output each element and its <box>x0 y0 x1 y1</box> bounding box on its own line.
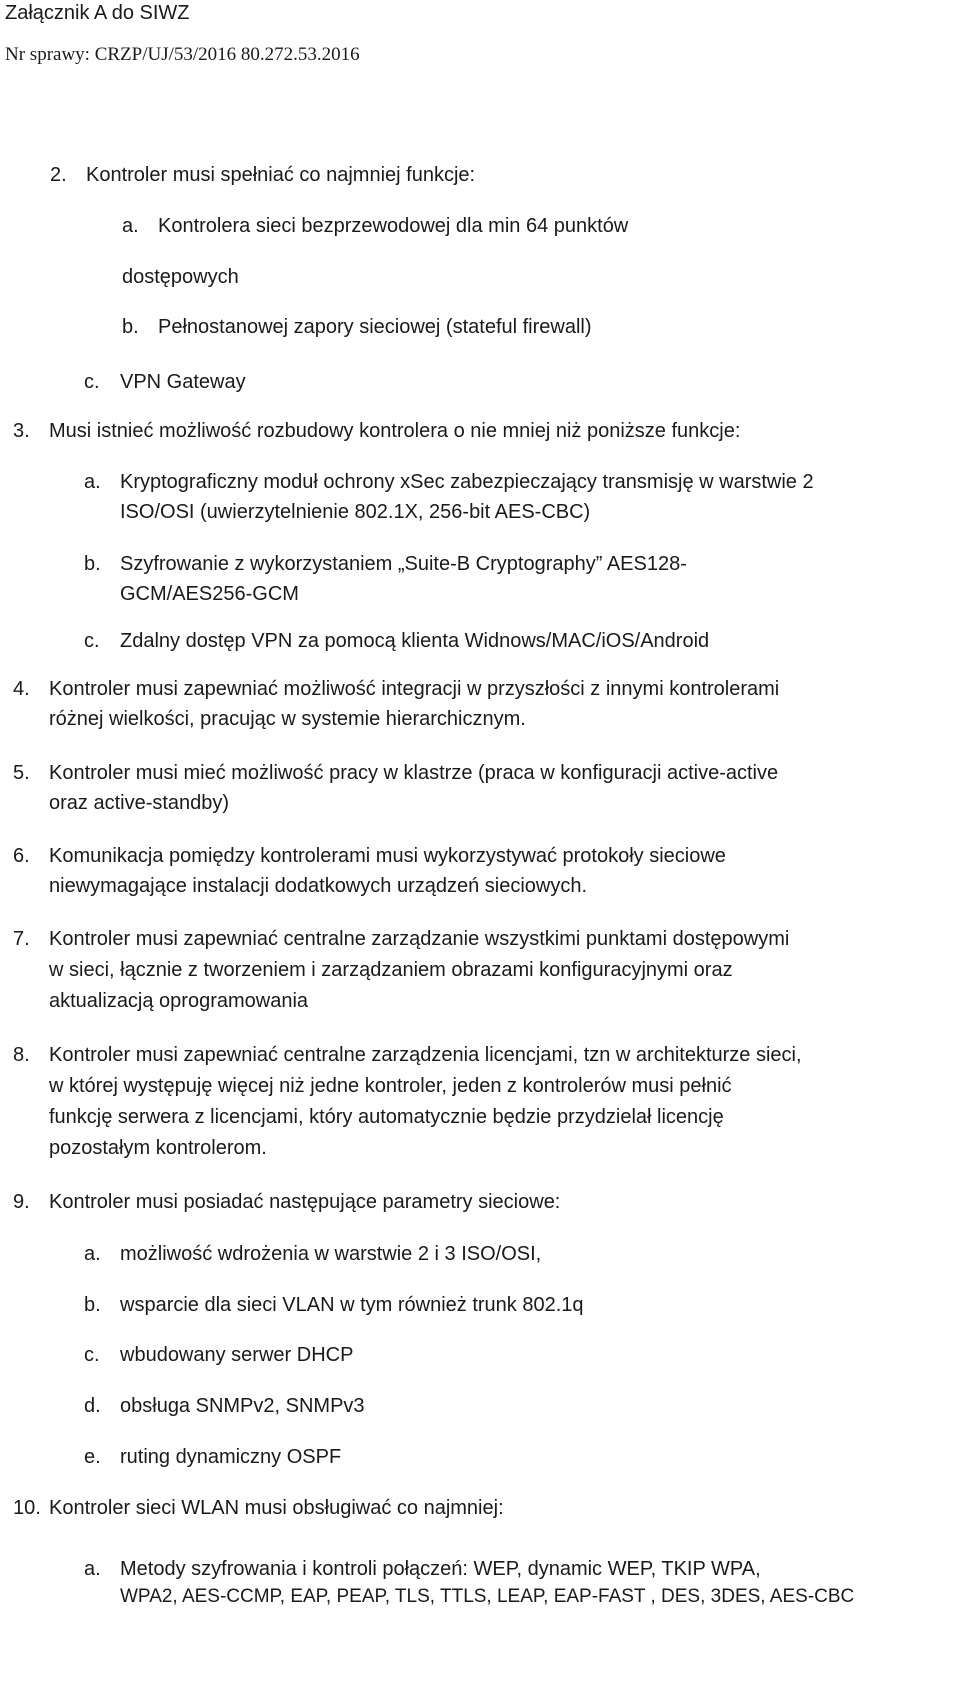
list-item-2a <box>122 213 629 239</box>
case-number: Nr sprawy: CRZP/UJ/53/2016 80.272.53.2016 <box>5 44 360 65</box>
list-item-7-continuation: aktualizacją oprogramowania <box>49 990 309 1012</box>
list-item-2b <box>122 314 592 340</box>
list-item-2c <box>84 369 246 395</box>
list-item-6-continuation: niewymagające instalacji dodatkowych urządzeń sieciowych. <box>49 875 588 897</box>
item-letter: b. <box>84 1294 101 1316</box>
list-item-2a-continuation: dostępowych <box>122 266 239 288</box>
item-letter: b. <box>84 553 101 575</box>
list-item-5-continuation: oraz active-standby) <box>49 792 230 814</box>
list-item-9b <box>84 1292 584 1318</box>
list-item-3c <box>84 628 710 654</box>
item-text: Metody szyfrowania i kontroli połączeń: WEP, dynamic WEP, TKIP WPA, <box>120 1558 761 1580</box>
list-item-7-continuation: w sieci, łącznie z tworzeniem i zarządzaniem obrazami konfiguracyjnymi oraz <box>49 959 733 981</box>
item-letter: a. <box>84 1243 101 1265</box>
list-item-6 <box>13 843 726 869</box>
list-item-3a <box>84 469 814 495</box>
list-item-3b <box>84 551 687 577</box>
item-text: Komunikacja pomiędzy kontrolerami musi wykorzystywać protokoły sieciowe <box>49 845 726 867</box>
item-text: Kontroler musi posiadać następujące parametry sieciowe: <box>49 1191 561 1213</box>
item-number: 5. <box>13 762 30 784</box>
item-number: 7. <box>13 928 30 950</box>
item-letter: e. <box>84 1446 101 1468</box>
list-item-5 <box>13 760 779 786</box>
list-item-9 <box>13 1189 561 1215</box>
list-item-9c <box>84 1342 354 1368</box>
item-letter: a. <box>84 471 101 493</box>
item-number: 6. <box>13 845 30 867</box>
item-number: 9. <box>13 1191 30 1213</box>
item-text: VPN Gateway <box>120 371 246 393</box>
item-letter: c. <box>84 1344 100 1366</box>
item-text: Kontroler musi zapewniać centralne zarządzenia licencjami, tzn w architekturze sieci, <box>49 1044 802 1066</box>
list-item-3b-continuation: GCM/AES256-GCM <box>120 583 299 605</box>
list-item-10a <box>84 1556 761 1582</box>
list-item-8-continuation: funkcję serwera z licencjami, który automatycznie będzie przydzielał licencję <box>49 1106 724 1128</box>
item-text: wsparcie dla sieci VLAN w tym również trunk 802.1q <box>120 1294 584 1316</box>
item-text: Kontrolera sieci bezprzewodowej dla min 64 punktów <box>158 215 629 237</box>
item-text: Kryptograficzny moduł ochrony xSec zabezpieczający transmisję w warstwie 2 <box>120 471 814 493</box>
list-item-9d <box>84 1393 365 1419</box>
item-letter: a. <box>122 215 139 237</box>
list-item-3a-continuation: ISO/OSI (uwierzytelnienie 802.1X, 256-bit AES-CBC) <box>120 501 591 523</box>
list-item-9e <box>84 1444 342 1470</box>
list-item-8-continuation: w której występuję więcej niż jedne kontroler, jeden z kontrolerów musi pełnić <box>49 1075 732 1097</box>
document-title: Załącznik A do SIWZ <box>5 2 190 24</box>
item-text: wbudowany serwer DHCP <box>120 1344 354 1366</box>
item-number: 3. <box>13 420 30 442</box>
list-item-3 <box>13 418 741 444</box>
item-text: Zdalny dostęp VPN za pomocą klienta Widnows/MAC/iOS/Android <box>120 630 710 652</box>
item-text: Pełnostanowej zapory sieciowej (stateful firewall) <box>158 316 592 338</box>
item-text: Kontroler musi zapewniać centralne zarządzanie wszystkimi punktami dostępowymi <box>49 928 790 950</box>
item-text: ruting dynamiczny OSPF <box>120 1446 342 1468</box>
item-number: 8. <box>13 1044 30 1066</box>
item-letter: d. <box>84 1395 101 1417</box>
item-number: 10. <box>13 1497 41 1519</box>
list-item-10a-continuation: WPA2, AES-CCMP, EAP, PEAP, TLS, TTLS, LEAP, EAP-FAST , DES, 3DES, AES-CBC <box>120 1586 855 1607</box>
item-letter: a. <box>84 1558 101 1580</box>
item-text: Musi istnieć możliwość rozbudowy kontrolera o nie mniej niż poniższe funkcje: <box>49 420 741 442</box>
item-text: Kontroler sieci WLAN musi obsługiwać co najmniej: <box>49 1497 504 1519</box>
list-item-7 <box>13 926 790 952</box>
item-text: Kontroler musi spełniać co najmniej funkcje: <box>86 164 476 186</box>
item-text: Kontroler musi mieć możliwość pracy w klastrze (praca w konfiguracji active-active <box>49 762 779 784</box>
item-text: Szyfrowanie z wykorzystaniem „Suite-B Cryptography” AES128- <box>120 553 687 575</box>
item-number: 4. <box>13 678 30 700</box>
list-item-9a <box>84 1241 542 1267</box>
list-item-8 <box>13 1042 802 1068</box>
item-text: Kontroler musi zapewniać możliwość integracji w przyszłości z innymi kontrolerami <box>49 678 780 700</box>
item-letter: c. <box>84 630 100 652</box>
list-item-10 <box>13 1495 504 1521</box>
list-item-4 <box>13 676 780 702</box>
item-letter: b. <box>122 316 139 338</box>
item-number: 2. <box>50 164 67 186</box>
item-text: obsługa SNMPv2, SNMPv3 <box>120 1395 365 1417</box>
list-item-8-continuation: pozostałym kontrolerom. <box>49 1137 267 1159</box>
list-item-4-continuation: różnej wielkości, pracując w systemie hierarchicznym. <box>49 708 526 730</box>
item-letter: c. <box>84 371 100 393</box>
item-text: możliwość wdrożenia w warstwie 2 i 3 ISO/OSI, <box>120 1243 542 1265</box>
list-item-2 <box>50 162 476 188</box>
